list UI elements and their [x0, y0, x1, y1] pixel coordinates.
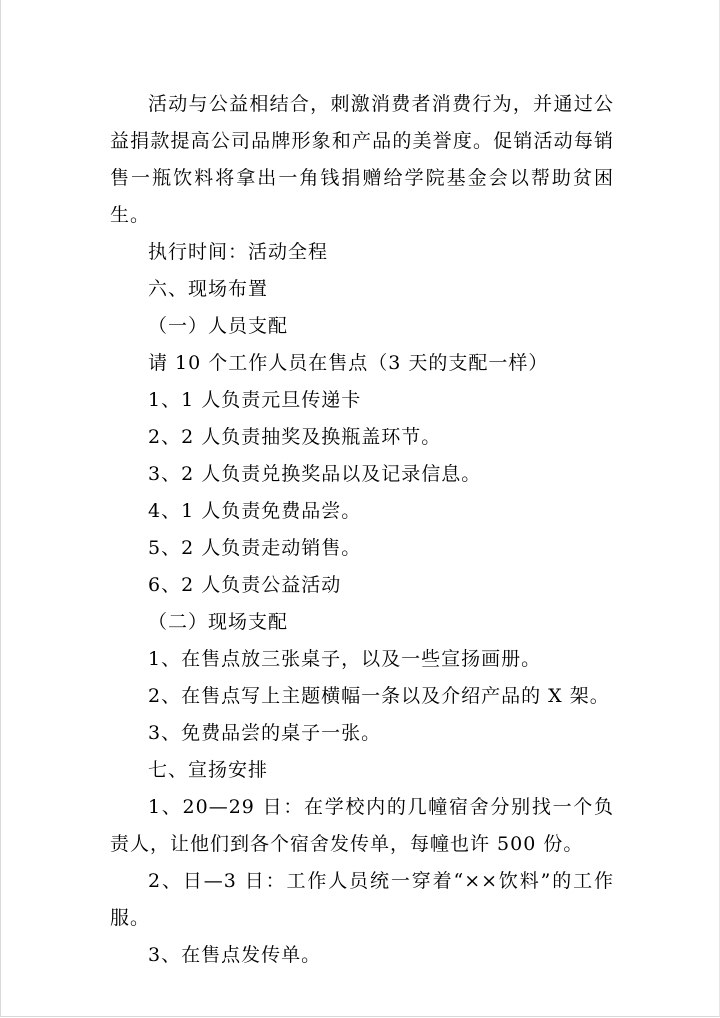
section-heading-site-layout: 六、现场布置 [148, 278, 269, 300]
list-item-site-3: 3、免费品尝的桌子一张。 [148, 722, 382, 744]
section-heading-promotion: 七、宣扬安排 [148, 759, 269, 781]
list-item-promotion-3: 3、在售点发传单。 [148, 944, 322, 966]
paragraph-staff-count: 请 10 个工作人员在售点（3 天的支配一样） [148, 352, 549, 374]
list-item-staff-3: 3、2 人负责兑换奖品以及记录信息。 [148, 463, 482, 485]
list-item-staff-2: 2、2 人负责抽奖及换瓶盖环节。 [148, 426, 442, 448]
list-item-staff-1: 1、1 人负责元旦传递卡 [148, 389, 362, 411]
paragraph-charity-intro: 活动与公益相结合，刺激消费者消费行为，并通过公益捐款提高公司品牌形象和产品的美誉度。促销活动每销售一瓶饮料将拿出一角钱捐赠给学院基金会以帮助贫困生。 [110, 93, 614, 226]
list-item-promotion-1: 1、20—29 日：在学校内的几幢宿舍分别找一个负责人，让他们到各个宿舍发传单，每幢也许 500 份。 [110, 796, 614, 855]
paragraph-execution-time: 执行时间：活动全程 [148, 241, 329, 263]
subheading-staff-allocation: （一）人员支配 [148, 315, 289, 337]
list-item-promotion-2: 2、日—3 日：工作人员统一穿着“××饮料”的工作服。 [110, 870, 614, 929]
list-item-site-1: 1、在售点放三张桌子，以及一些宣扬画册。 [148, 648, 542, 670]
list-item-staff-5: 5、2 人负责走动销售。 [148, 537, 362, 559]
list-item-site-2: 2、在售点写上主题横幅一条以及介绍产品的 X 架。 [148, 685, 610, 707]
list-item-staff-6: 6、2 人负责公益活动 [148, 574, 342, 596]
list-item-staff-4: 4、1 人负责免费品尝。 [148, 500, 362, 522]
document-body [110, 88, 614, 974]
subheading-site-arrangement: （二）现场支配 [148, 611, 289, 633]
